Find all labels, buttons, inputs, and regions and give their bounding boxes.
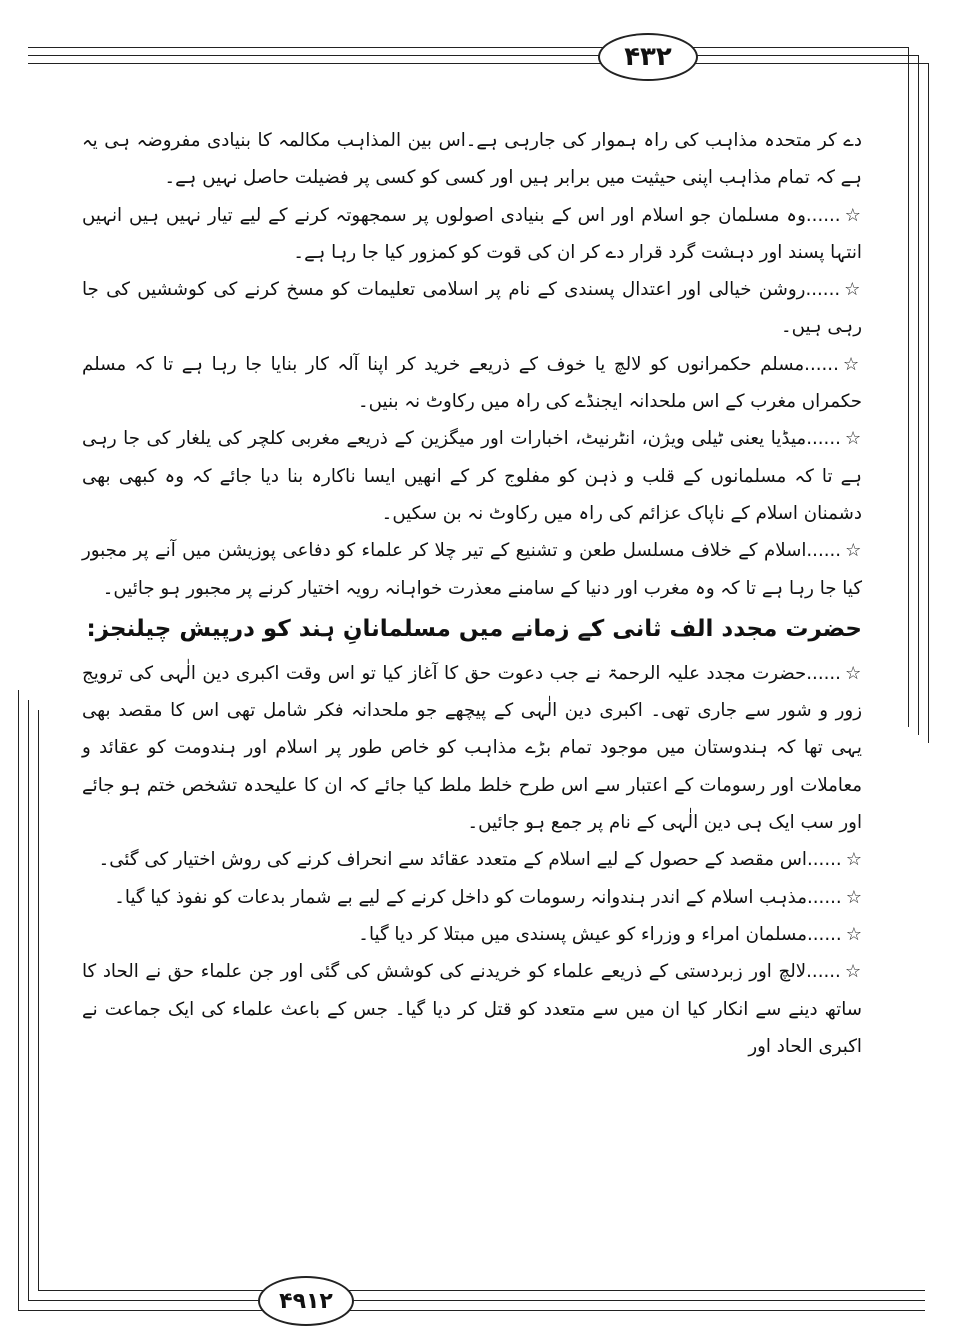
star-icon: ☆	[844, 662, 862, 684]
bullet-dots: ......	[806, 662, 841, 684]
bullet-text: اسلام کے خلاف مسلسل طعن و تشنیع کے تیر چلا کر علماء کو دفاعی پوزیشن میں آنے پر مجبور کیا جا رہا ہے تا کہ وہ مغرب اور دنیا کے سامنے معذرت خواہانہ رویہ اختیار کرنے پر مجبور ہو جائیں۔	[82, 540, 862, 599]
bullet-dots: ......	[806, 923, 842, 945]
left-border-line-1	[18, 690, 19, 1310]
bullet-point	[82, 271, 862, 346]
bottom-right-line-1	[345, 1290, 925, 1291]
star-icon: ☆	[842, 353, 862, 375]
bullet-text: وہ مسلمان جو اسلام اور اس کے بنیادی اصولوں پر سمجھوتہ کرنے کے لیے تیار نہیں ہیں انہیں انتہا پسند اور دہشت گرد قرار دے کر ان کی قوت کو کمزور کیا جا رہا ہے۔	[82, 204, 862, 263]
star-icon: ☆	[844, 279, 862, 301]
bullet-dots: ......	[806, 961, 841, 983]
star-icon: ☆	[844, 204, 862, 226]
bullet-point	[82, 346, 862, 421]
bullet-point	[82, 197, 862, 272]
bottom-border-line-1	[18, 1310, 263, 1311]
top-right-line-1	[688, 47, 908, 48]
bullet-point	[82, 916, 862, 953]
bullet-point	[82, 532, 862, 607]
bullet-dots: ......	[804, 353, 839, 375]
top-border-line-1	[28, 47, 605, 48]
bottom-right-line-3	[345, 1310, 925, 1311]
intro-line-2: مذاہب اپنی حیثیت میں برابر ہیں اور کسی کو کسی پر فضیلت حاصل نہیں ہے۔	[164, 167, 772, 189]
star-icon: ☆	[844, 428, 862, 450]
bullet-point	[82, 879, 862, 916]
bullet-dots: ......	[806, 886, 842, 908]
right-border-line-3	[928, 63, 929, 743]
page-body	[82, 122, 862, 1065]
bullet-point	[82, 953, 862, 1065]
intro-paragraph	[82, 122, 862, 197]
star-icon: ☆	[845, 849, 862, 871]
bullet-text: میڈیا یعنی ٹیلی ویژن، انٹرنیٹ، اخبارات اور میگزین کے ذریعے مغربی کلچر کی یلغار کی جا رہی ہے تا کہ مسلمانوں کے قلب و ذہن کو مفلوج کر کے انھیں ایسا ناکارہ بنا دیا جائے کہ وہ کبھی بھی دشمنان اسلام کے ناپاک عزائم کی راہ میں رکاوٹ نہ بن سکیں۔	[82, 428, 862, 524]
bullet-dots: ......	[805, 279, 841, 301]
bullet-text: مذہب اسلام کے اندر ہندوانہ رسومات کو داخل کرنے کے لیے بے شمار بدعات کو نفوذ کیا گیا۔	[114, 886, 807, 908]
intro-line-1: دے کر متحدہ مذاہب کی راہ ہموار کی جارہی ہے۔اس بین المذاہب مکالمہ کا بنیادی مفروضہ ہی یہ ہے کہ تمام	[82, 130, 862, 189]
star-icon: ☆	[845, 923, 862, 945]
bullet-text: مسلمان امراء و وزراء کو عیش پسندی میں مبتلا کر دیا گیا۔	[358, 923, 807, 945]
top-border-line-3	[28, 63, 605, 64]
bullet-dots: ......	[806, 428, 841, 450]
right-border-line-2	[918, 55, 919, 735]
bullet-text: مسلم حکمرانوں کو لالچ یا خوف کے ذریعے خرید کر اپنا آلہ کار بنایا جا رہا ہے تا کہ مسلم حکمراں مغرب کے اس ملحدانہ ایجنڈے کی راہ میں رکاوٹ نہ بنیں۔	[82, 353, 862, 413]
star-icon: ☆	[845, 886, 862, 908]
bullet-point	[82, 655, 862, 841]
section-heading: حضرت مجدد الف ثانی کے زمانے میں مسلمانانِ ہند کو درپیش چیلنجز:	[86, 615, 862, 642]
bullet-point	[82, 420, 862, 532]
bullet-text: حضرت مجدد علیہ الرحمۃ نے جب دعوت حق کا آغاز کیا تو اس وقت اکبری دین الٰہی کی ترویج زور و شور سے جاری تھی۔ اکبری دین الٰہی کے پیچھے جو ملحدانہ فکر شامل تھی اس کا مقصد بھی یہی تھا کہ ہندوستان میں موجود تمام بڑے مذاہب کو خاص طور پر اسلام اور ہندومت کو عقائد و معاملات اور رسومات کے اعتبار سے اس طرح خلط ملط کیا جائے کہ ان کا علیحدہ تشخص ختم ہو جائے اور سب ایک ہی دین الٰہی کے نام پر جمع ہو جائیں۔	[82, 662, 862, 834]
top-border-line-2	[28, 55, 605, 56]
bullet-dots: ......	[806, 849, 842, 871]
left-border-line-3	[38, 710, 39, 1290]
left-border-line-2	[28, 700, 29, 1300]
bullet-dots: ......	[806, 540, 842, 562]
bullet-text: روشن خیالی اور اعتدال پسندی کے نام پر اسلامی تعلیمات کو مسخ کرنے کی کوششیں کی جا رہی ہیں۔	[82, 279, 862, 338]
top-right-line-3	[688, 63, 928, 64]
bottom-right-line-2	[345, 1300, 925, 1301]
footer-page-number: ۴۹۱۲	[258, 1276, 354, 1326]
star-icon: ☆	[845, 540, 862, 562]
bullet-text: اس مقصد کے حصول کے لیے اسلام کے متعدد عقائد سے انحراف کرنے کی روش اختیار کی گئی۔	[98, 849, 807, 871]
bottom-border-line-2	[28, 1300, 263, 1301]
right-border-line-1	[908, 47, 909, 727]
bullet-text: لالچ اور زبردستی کے ذریعے علماء کو خریدنے کی کوشش کی گئی اور جن علماء حق نے الحاد کا ساتھ دینے سے انکار کیا ان میں سے متعدد کو قتل کر دیا گیا۔ جس کے باعث علماء کی ایک جماعت نے اکبری الحاد اور	[82, 961, 862, 1057]
bullet-dots: ......	[805, 204, 841, 226]
header-page-number: ۴۳۲	[598, 33, 698, 81]
bullet-point	[82, 841, 862, 878]
bottom-border-line-3	[38, 1290, 263, 1291]
star-icon: ☆	[844, 961, 862, 983]
top-right-line-2	[688, 55, 918, 56]
